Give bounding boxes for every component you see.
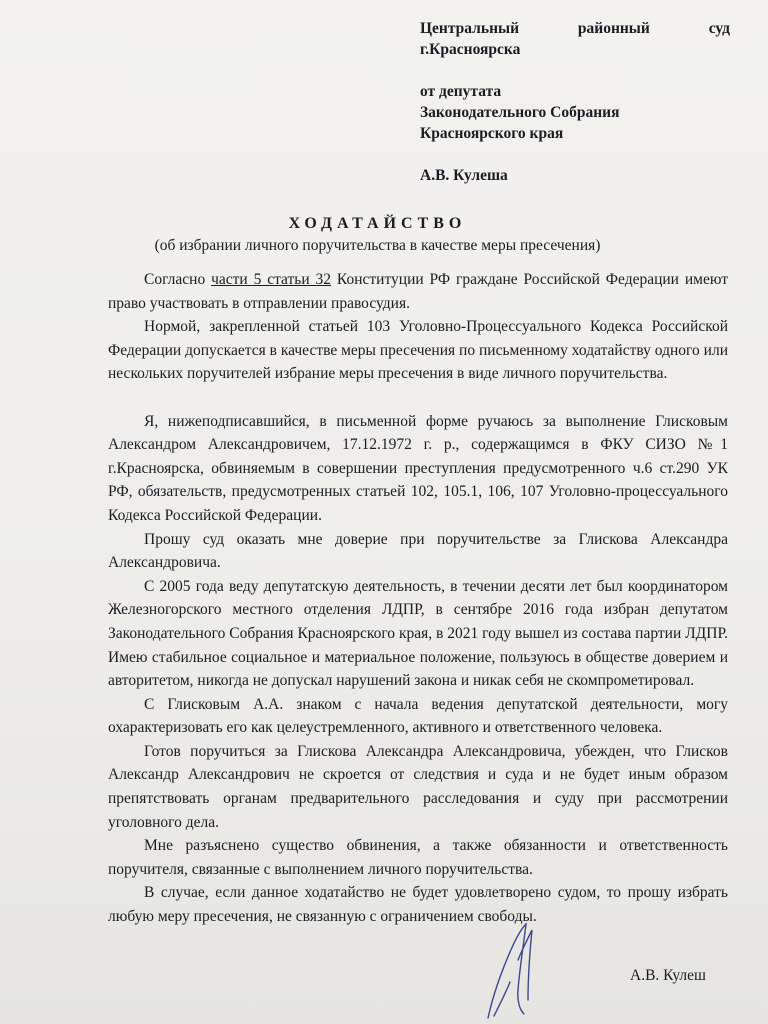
court-line <box>420 18 730 39</box>
constitution-article-reference: части 5 статьи 32 <box>211 271 332 288</box>
from-line-2: Законодательного Собрания <box>420 104 620 121</box>
paragraph-2: Нормой, закрепленной статьей 103 Уголовно-Процессуального Кодекса Российской Федерации допускается в качестве меры пресечения по письменному ходатайству одного или нескольких поручителей избрание меры пресечения в виде личного поручительства. <box>108 318 728 383</box>
paragraph-5: С 2005 года веду депутатскую деятельность, в течении десяти лет был координатором Железногорского местного отделения ЛДПР, в сентябре 2016 года избран депутатом Законодательного Собрания Красноярского края, в 2021 году вышел из состава партии ЛДПР. Имею стабильное социальное и материальное положение, пользуюсь в обществе доверием и авторитетом, никогда не допускал нарушений закона и никак себя не скомпрометировал. <box>108 577 728 690</box>
paragraph-1-end: Конституции РФ граждане Российской Федерации имеют право участвовать в отправлении правосудия. <box>108 271 728 312</box>
document-subtitle: (об избрании личного поручительства в качестве меры пресечения) <box>154 237 601 254</box>
court-word-3: суд <box>708 20 730 37</box>
paragraph-6: С Глисковым А.А. знаком с начала ведения депутатской деятельности, могу охарактеризовать его как целеустремленного, активного и ответственного человека. <box>108 695 728 737</box>
handwritten-signature <box>470 920 550 1020</box>
addressee-block <box>420 18 730 186</box>
document-title: ХОДАТАЙСТВО <box>288 215 467 232</box>
from-line-3: Красноярского края <box>420 125 564 142</box>
court-city: г.Красноярска <box>420 41 521 58</box>
paragraph-8: Мне разъяснено существо обвинения, а также обязанности и ответственность поручителя, связанные с выполнением личного поручительства. <box>108 837 728 878</box>
from-line-1: от депутата <box>420 83 502 100</box>
court-word-1: Центральный <box>420 20 520 37</box>
court-word-2: районный <box>577 20 650 37</box>
signer-name: А.В. Кулеш <box>630 967 706 984</box>
paragraph-7: Готов поручиться за Глискова Александра Александровича, убежден, что Глисков Александр Александрович не скроется от следствия и суда и не будет иным образом препятствовать органам предварительного расследования и суду при рассмотрении уголовного дела. <box>108 742 728 831</box>
paragraph-4: Прошу суд оказать мне доверие при поручительстве за Глискова Александра Александровича. <box>108 530 728 572</box>
document-heading <box>120 213 635 256</box>
paragraph-1 <box>108 268 728 315</box>
paragraph-1-start: Согласно <box>144 271 212 288</box>
sender-name: А.В. Кулеша <box>420 167 508 184</box>
document-body <box>108 268 728 929</box>
paragraph-3: Я, нижеподписавшийся, в письменной форме ручаюсь за выполнение Глисковым Александром Александровичем, 17.12.1972 г. р., содержащимся в ФКУ СИЗО №1 г.Красноярска, обвиняемым в совершении преступления предусмотренного ч.6 ст.290 УК РФ, обязательств, предусмотренных статьей 102, 105.1, 106, 107 Уголовно-процессуального Кодекса Российской Федерации. <box>108 412 728 524</box>
paragraph-9: В случае, если данное ходатайство не будет удовлетворено судом, то прошу избрать любую меру пресечения, не связанную с ограничением свободы. <box>108 884 728 926</box>
